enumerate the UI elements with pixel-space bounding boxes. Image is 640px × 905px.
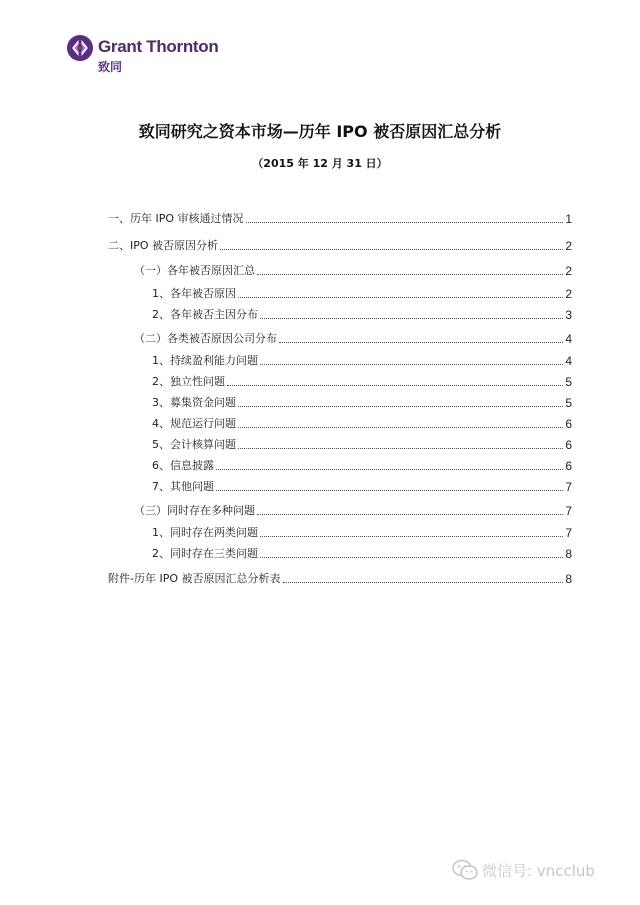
toc-entry[interactable]: [152, 436, 572, 452]
toc-leader-dots: [279, 341, 563, 343]
toc-entry-label: 1、同时存在两类问题: [152, 526, 258, 539]
wechat-id-text: 微信号: vncclub: [482, 861, 595, 880]
toc-entry-label: （二）各类被否原因公司分布: [134, 332, 277, 345]
brand-chinese-name: 致同: [98, 60, 123, 74]
toc-leader-dots: [246, 221, 564, 223]
toc-entry[interactable]: [152, 545, 572, 561]
toc-entry-label: 7、其他问题: [152, 480, 214, 493]
toc-entry-page: 7: [565, 526, 572, 540]
toc-leader-dots: [238, 405, 563, 407]
wechat-watermark: [452, 858, 595, 882]
toc-entry-page: 4: [565, 332, 572, 346]
toc-entry-page: 8: [565, 572, 572, 586]
toc-entry[interactable]: [152, 394, 572, 410]
toc-entry-page: 4: [565, 354, 572, 368]
toc-entry-page: 2: [565, 264, 572, 278]
toc-entry-page: 3: [565, 308, 572, 322]
toc-entry-page: 5: [565, 396, 572, 410]
toc-entry-page: 6: [565, 438, 572, 452]
toc-entry-label: 2、独立性问题: [152, 375, 225, 388]
toc-entry[interactable]: [134, 330, 572, 346]
toc-leader-dots: [216, 489, 563, 491]
toc-entry[interactable]: [134, 262, 572, 278]
grant-thornton-logo-mark-icon: [66, 34, 94, 62]
toc-entry[interactable]: [108, 210, 572, 226]
toc-entry-label: 1、持续盈利能力问题: [152, 354, 258, 367]
toc-entry[interactable]: [152, 285, 572, 301]
toc-entry[interactable]: [152, 457, 572, 473]
toc-entry-page: 7: [565, 504, 572, 518]
toc-leader-dots: [260, 363, 563, 365]
toc-entry-label: 6、信息披露: [152, 459, 214, 472]
toc-entry[interactable]: [108, 237, 572, 253]
grant-thornton-logo: [66, 34, 219, 78]
toc-entry-label: 2、各年被否主因分布: [152, 308, 258, 321]
toc-entry-page: 1: [565, 212, 572, 226]
toc-leader-dots: [216, 468, 563, 470]
toc-leader-dots: [260, 556, 563, 558]
toc-entry[interactable]: [152, 478, 572, 494]
toc-entry-label: 2、同时存在三类问题: [152, 547, 258, 560]
toc-entry[interactable]: [152, 352, 572, 368]
toc-entry[interactable]: [134, 502, 572, 518]
toc-entry[interactable]: [152, 415, 572, 431]
toc-leader-dots: [238, 447, 563, 449]
toc-entry-page: 7: [565, 480, 572, 494]
toc-entry[interactable]: [152, 373, 572, 389]
toc-entry-label: （三）同时存在多种问题: [134, 504, 255, 517]
toc-entry-label: （一）各年被否原因汇总: [134, 264, 255, 277]
toc-leader-dots: [220, 248, 563, 250]
toc-entry-label: 附件-历年 IPO 被否原因汇总分析表: [108, 572, 281, 585]
toc-entry-page: 2: [565, 239, 572, 253]
toc-leader-dots: [238, 426, 563, 428]
toc-entry-page: 2: [565, 287, 572, 301]
toc-entry-page: 6: [565, 417, 572, 431]
toc-entry-label: 1、各年被否原因: [152, 287, 236, 300]
brand-name: Grant Thornton: [98, 37, 219, 56]
wechat-icon: [452, 859, 478, 881]
toc-entry-label: 二、IPO 被否原因分析: [108, 239, 219, 252]
toc-entry[interactable]: [152, 306, 572, 322]
toc-entry[interactable]: [152, 524, 572, 540]
toc-entry-label: 3、募集资金问题: [152, 396, 236, 409]
toc-entry-page: 8: [565, 547, 572, 561]
toc-entry-page: 5: [565, 375, 572, 389]
toc-entry-label: 5、会计核算问题: [152, 438, 236, 451]
toc-entry-label: 4、规范运行问题: [152, 417, 236, 430]
document-date: （2015 年 12 月 31 日）: [252, 157, 388, 170]
document-title: 致同研究之资本市场—历年 IPO 被否原因汇总分析: [138, 122, 502, 141]
toc-leader-dots: [283, 581, 564, 583]
toc-entry-page: 6: [565, 459, 572, 473]
toc-leader-dots: [257, 273, 563, 275]
toc-leader-dots: [260, 317, 563, 319]
toc-leader-dots: [257, 513, 563, 515]
toc-leader-dots: [238, 296, 563, 298]
toc-leader-dots: [260, 535, 563, 537]
toc-leader-dots: [227, 384, 563, 386]
toc-entry[interactable]: [108, 570, 572, 586]
toc-entry-label: 一、历年 IPO 审核通过情况: [108, 212, 244, 225]
